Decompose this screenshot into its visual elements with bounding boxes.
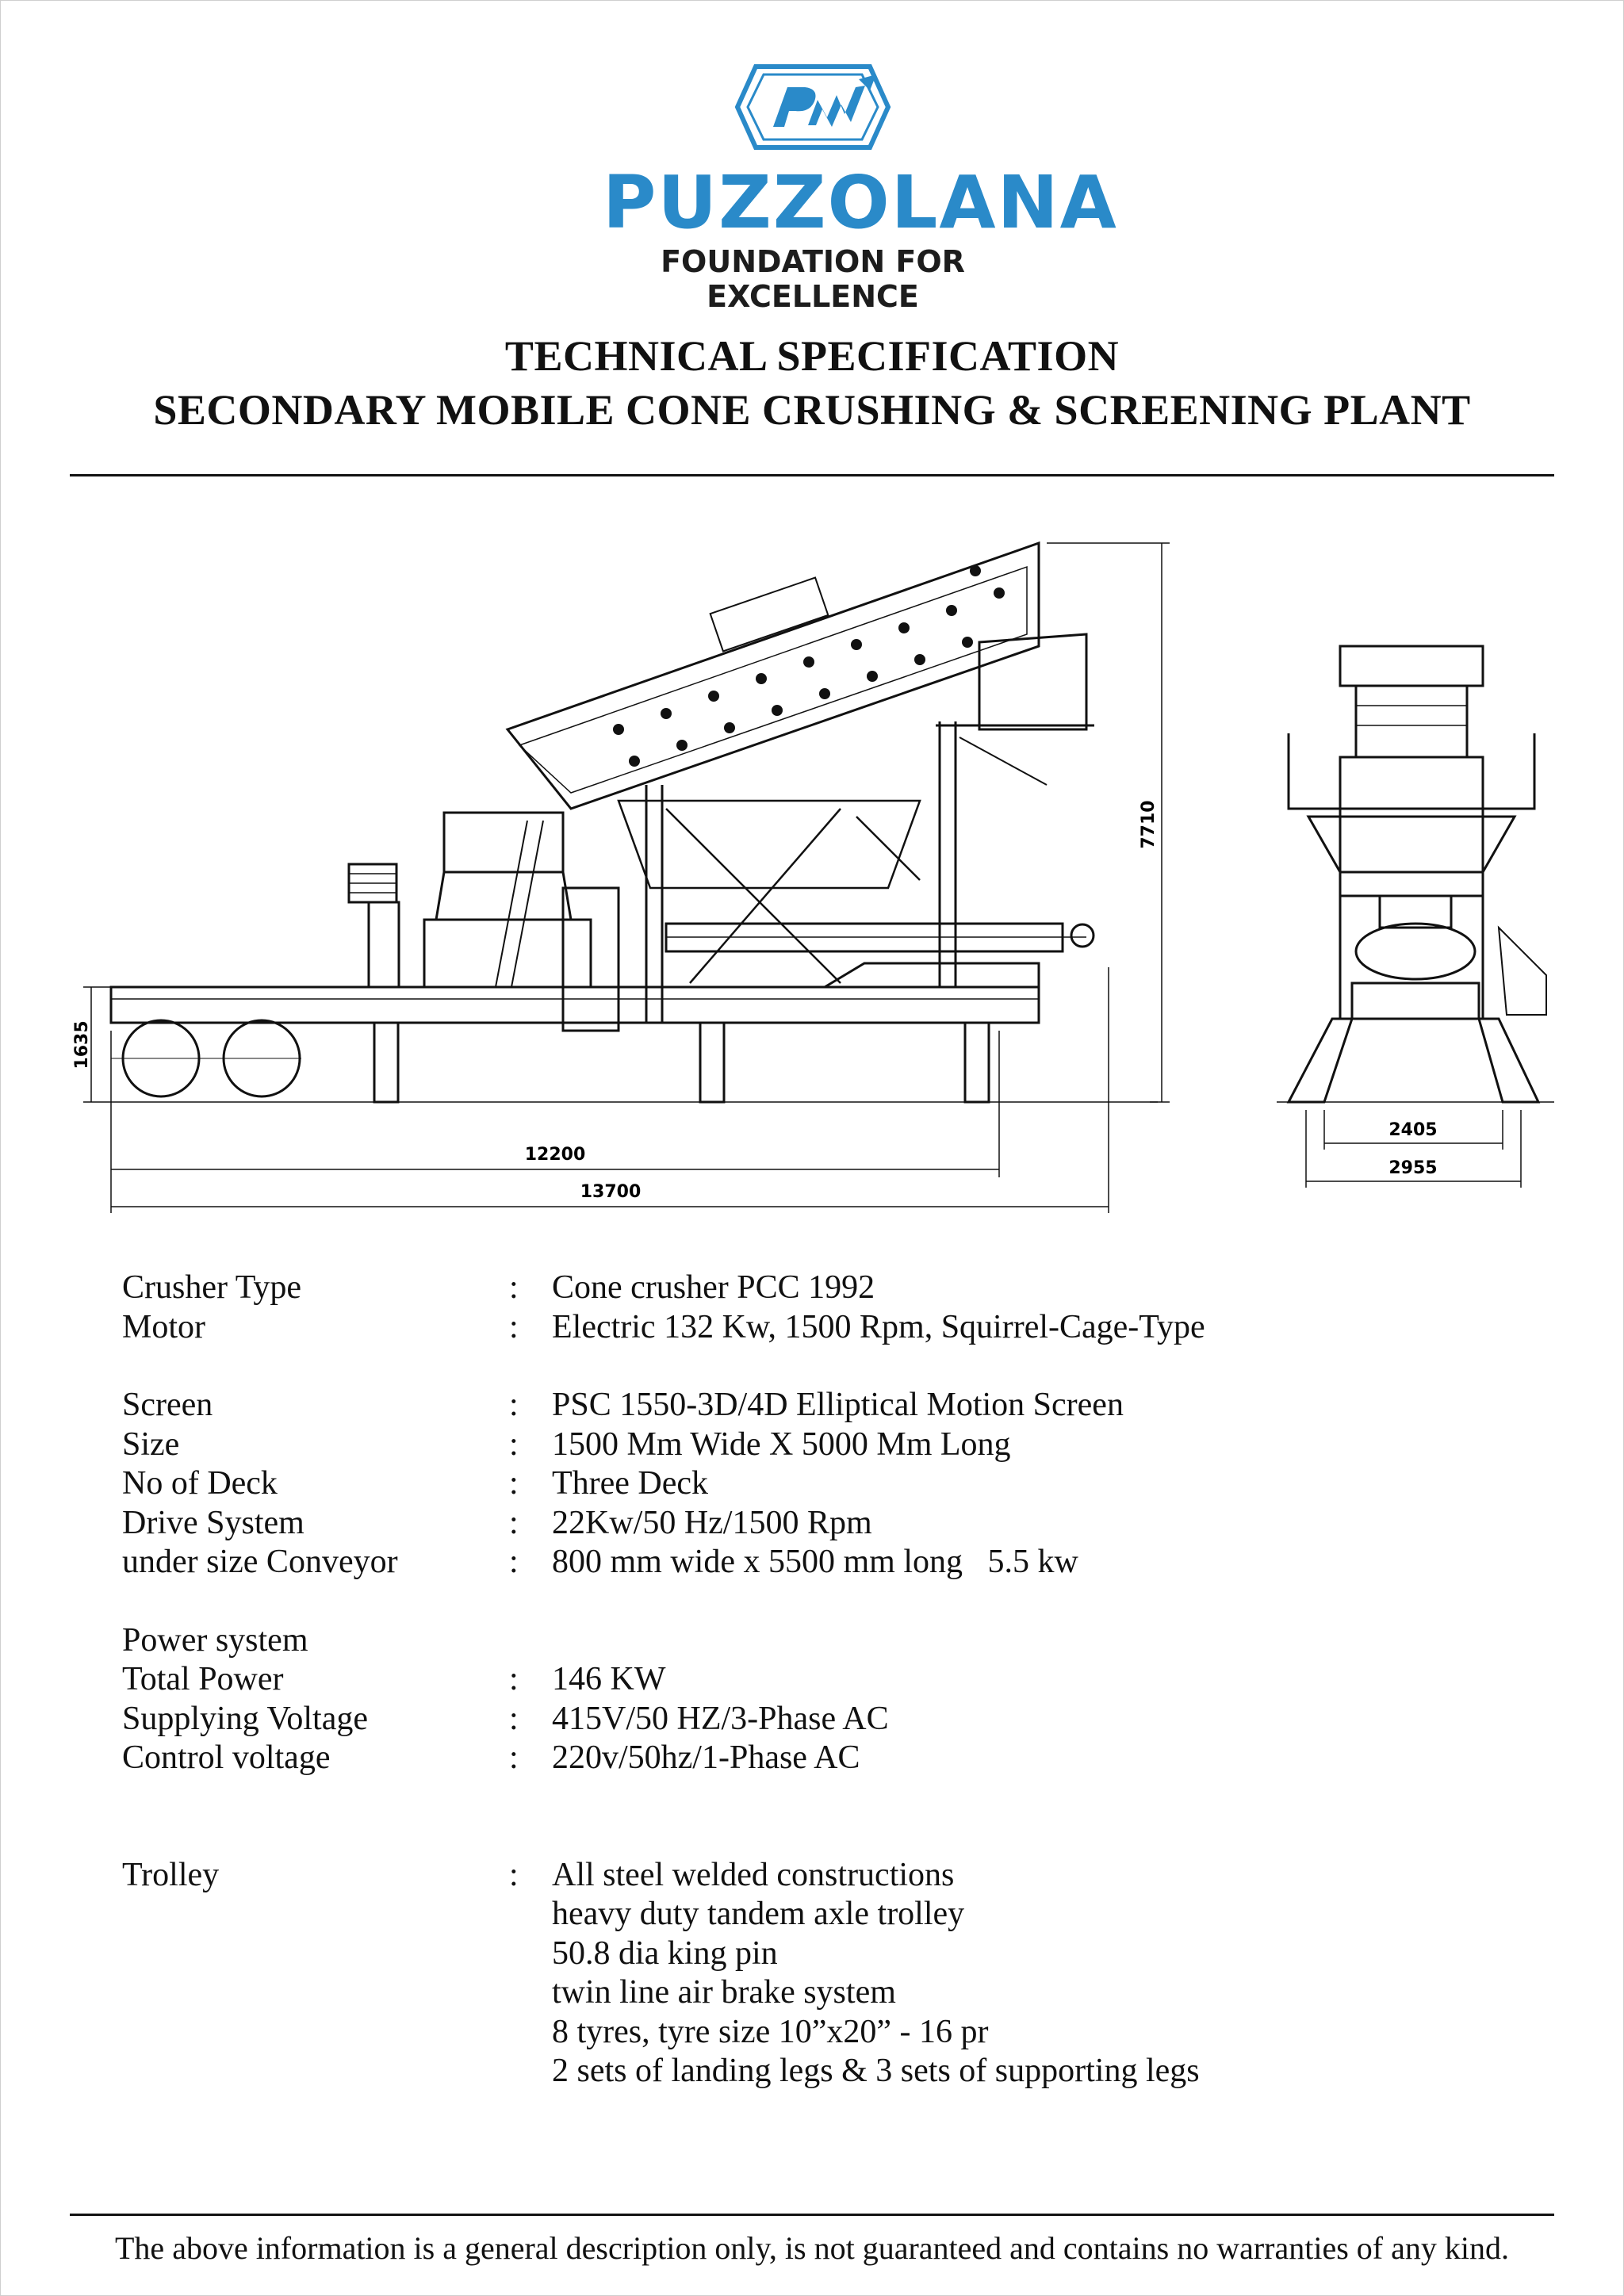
- dim-length-chassis: 12200: [524, 1145, 586, 1165]
- spec-label: Size: [122, 1425, 180, 1463]
- support-leg-3: [965, 1023, 989, 1102]
- spec-row: [122, 1660, 1549, 1700]
- chassis-frame: [111, 987, 1039, 1023]
- spec-value: 22Kw/50 Hz/1500 Rpm: [552, 1504, 872, 1541]
- spec-colon: :: [509, 1544, 519, 1580]
- brand-name: PUZZOLANA: [603, 160, 1118, 245]
- trolley-details: [552, 1856, 1549, 2091]
- spec-row: [122, 1269, 1549, 1308]
- spec-value: 415V/50 HZ/3-Phase AC: [552, 1700, 889, 1737]
- spec-colon: :: [509, 1465, 519, 1502]
- spec-value: Three Deck: [552, 1465, 709, 1502]
- spec-colon: :: [509, 1425, 519, 1463]
- bottom-divider: [70, 2214, 1554, 2216]
- spec-colon: :: [509, 1661, 519, 1697]
- spec-colon: :: [509, 1700, 519, 1737]
- top-divider: [70, 474, 1554, 476]
- support-leg-1: [374, 1023, 398, 1102]
- support-leg-2: [700, 1023, 724, 1102]
- spec-value: 1500 Mm Wide X 5000 Mm Long: [552, 1425, 1011, 1463]
- title-line-1: TECHNICAL SPECIFICATION: [504, 332, 1120, 380]
- dim-width-inner: 2405: [1388, 1120, 1438, 1140]
- spec-label: Crusher Type: [122, 1269, 302, 1306]
- spec-row-trolley: [122, 1856, 1549, 2091]
- spec-colon: :: [509, 1856, 519, 1893]
- spec-value: 146 KW: [552, 1661, 666, 1697]
- spec-label: Motor: [122, 1308, 205, 1345]
- plant-technical-drawing: [63, 523, 1570, 1221]
- spec-value: Electric 132 Kw, 1500 Rpm, Squirrel-Cage-Type: [552, 1308, 1205, 1345]
- trolley-line: All steel welded constructions: [552, 1856, 955, 1893]
- trolley-line: twin line air brake system: [552, 1974, 896, 2011]
- spec-row: [122, 1700, 1549, 1739]
- spec-value: PSC 1550-3D/4D Elliptical Motion Screen: [552, 1387, 1124, 1423]
- spec-row: [122, 1308, 1549, 1348]
- spec-value: 220v/50hz/1-Phase AC: [552, 1739, 860, 1776]
- spec-table: [122, 1269, 1549, 2091]
- spec-label: Total Power: [122, 1661, 284, 1697]
- spec-label: Control voltage: [122, 1739, 331, 1776]
- rear-view-drawing: [1277, 646, 1554, 1102]
- dim-height-overall: 7710: [1139, 800, 1159, 849]
- spec-colon: :: [509, 1504, 519, 1541]
- trolley-line: 8 tyres, tyre size 10”x20” - 16 pr: [552, 2013, 989, 2050]
- spec-label: Trolley: [122, 1856, 220, 1893]
- spec-label: Drive System: [122, 1504, 304, 1541]
- inclined-screen: [508, 543, 1039, 809]
- spec-row: [122, 1543, 1549, 1582]
- spec-label: under size Conveyor: [122, 1544, 398, 1580]
- spec-label: Supplying Voltage: [122, 1700, 368, 1737]
- dim-height-chassis: 1635: [72, 1020, 92, 1070]
- spec-row: [122, 1504, 1549, 1544]
- spec-value: 800 mm wide x 5500 mm long 5.5 kw: [552, 1544, 1078, 1580]
- spec-row: [122, 1425, 1549, 1465]
- trolley-line: 50.8 dia king pin: [552, 1934, 778, 1972]
- spec-row: [122, 1739, 1549, 1778]
- cone-crusher-body: [436, 872, 571, 920]
- spec-label: No of Deck: [122, 1465, 278, 1502]
- spec-row: [122, 1464, 1549, 1504]
- page-title: [0, 329, 1624, 437]
- brand-tagline: FOUNDATION FOR EXCELLENCE: [661, 244, 965, 314]
- trolley-line: 2 sets of landing legs & 3 sets of supporting legs: [552, 2053, 1200, 2089]
- spec-section-heading: [122, 1621, 1549, 1661]
- spec-colon: :: [509, 1269, 519, 1306]
- power-system-heading: Power system: [122, 1621, 308, 1659]
- dim-length-overall: 13700: [580, 1182, 642, 1202]
- trolley-line: heavy duty tandem axle trolley: [552, 1896, 965, 1932]
- spec-colon: :: [509, 1739, 519, 1776]
- spec-row: [122, 1386, 1549, 1425]
- disclaimer-footer: The above information is a general description only, is not guaranteed and contains no warranties of any kind.: [115, 2230, 1509, 2266]
- spec-value: Cone crusher PCC 1992: [552, 1269, 875, 1306]
- spec-label: Screen: [122, 1387, 213, 1423]
- dim-width-outer: 2955: [1388, 1158, 1438, 1178]
- spec-colon: :: [509, 1387, 519, 1423]
- spec-colon: :: [509, 1308, 519, 1345]
- brand-logo: [603, 55, 1118, 314]
- title-line-2: SECONDARY MOBILE CONE CRUSHING & SCREENING PLANT: [153, 386, 1471, 434]
- pw-hexagon-logo-icon: [726, 55, 900, 159]
